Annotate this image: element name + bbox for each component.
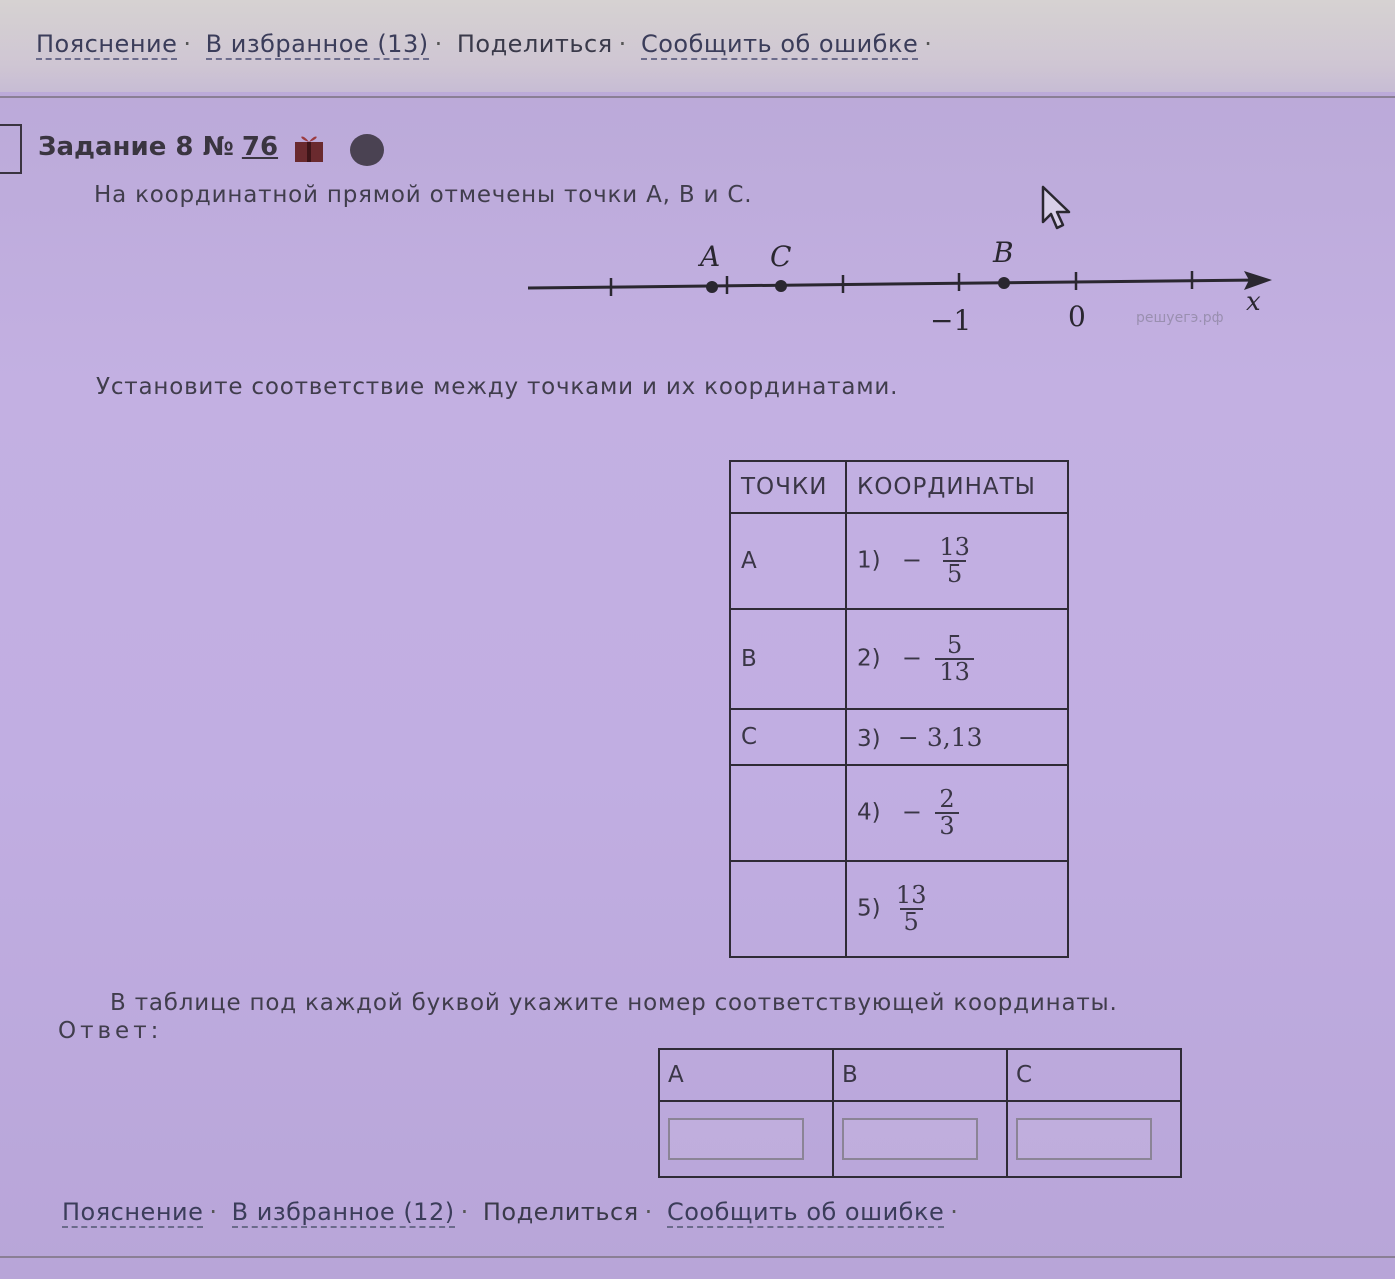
- share-link[interactable]: Поделиться: [456, 30, 613, 58]
- label-point-b: B: [993, 236, 1014, 269]
- denominator: 5: [943, 560, 966, 587]
- point-cell: B: [730, 609, 846, 709]
- point-cell: A: [730, 513, 846, 609]
- coordinate-cell: [846, 513, 1068, 609]
- option-index: 2): [857, 645, 881, 672]
- answer-input-c[interactable]: [1016, 1118, 1152, 1160]
- numerator: 2: [939, 784, 955, 813]
- header-coordinates: КООРДИНАТЫ: [846, 461, 1068, 513]
- table-row: [730, 609, 1068, 709]
- nav-separator: ·: [950, 1198, 959, 1226]
- coordinate-cell: [846, 861, 1068, 957]
- table-row: [730, 709, 1068, 765]
- point-c: [775, 280, 787, 292]
- answer-input-row: [659, 1101, 1181, 1177]
- mouse-cursor-icon: [1040, 184, 1074, 232]
- match-table: [729, 460, 1069, 958]
- task-instruction: Установите соответствие между точками и их координатами.: [96, 374, 899, 400]
- option-index: 5): [857, 895, 881, 922]
- numerator: 5: [946, 630, 963, 659]
- denominator: 5: [900, 908, 923, 935]
- point-a: [706, 281, 718, 293]
- share-link[interactable]: Поделиться: [482, 1198, 639, 1226]
- report-error-link[interactable]: Сообщить об ошибке: [666, 1198, 945, 1226]
- label-minus-one: −1: [930, 304, 972, 337]
- header-points: ТОЧКИ: [730, 461, 846, 513]
- nav-separator: ·: [183, 30, 192, 58]
- task-title: [38, 132, 278, 162]
- table-header-row: [730, 461, 1068, 513]
- minus-sign: −: [901, 545, 923, 574]
- option-index: 3): [857, 725, 881, 752]
- answer-header-row: [659, 1049, 1181, 1101]
- number-line-figure: [520, 230, 1280, 340]
- axis-line: [528, 280, 1260, 288]
- label-zero: 0: [1068, 300, 1086, 333]
- status-dot-icon[interactable]: [350, 134, 384, 166]
- minus-sign: −: [901, 643, 923, 672]
- answer-input-a[interactable]: [668, 1118, 804, 1160]
- favorites-link[interactable]: В избранное (13): [205, 30, 429, 58]
- fraction: [935, 532, 974, 588]
- denominator: 3: [935, 812, 958, 839]
- nav-separator: ·: [924, 30, 933, 58]
- table-row: [730, 513, 1068, 609]
- table-row: [730, 861, 1068, 957]
- answer-cell: [659, 1101, 833, 1177]
- watermark: решуегэ.рф: [1136, 310, 1224, 326]
- task-number-link[interactable]: 76: [241, 132, 279, 162]
- nav-separator: ·: [434, 30, 443, 58]
- nav-separator: ·: [209, 1198, 218, 1226]
- explain-link[interactable]: Пояснение: [36, 30, 178, 58]
- divider: [0, 1256, 1395, 1258]
- bottom-nav: [62, 1198, 964, 1226]
- denominator: 13: [935, 658, 974, 685]
- option-index: 4): [857, 799, 881, 826]
- coordinate-cell: [846, 609, 1068, 709]
- nav-separator: ·: [644, 1198, 653, 1226]
- top-nav: [36, 30, 938, 58]
- numerator: 13: [939, 532, 970, 561]
- answer-hint: В таблице под каждой буквой укажите номер соответствующей координаты.: [110, 990, 1118, 1016]
- answer-label: Ответ:: [58, 1018, 163, 1044]
- point-cell: C: [730, 709, 846, 765]
- nav-separator: ·: [618, 30, 627, 58]
- coordinate-value: − 3,13: [897, 722, 983, 752]
- label-axis-x: x: [1246, 287, 1261, 317]
- numerator: 13: [895, 880, 927, 909]
- task-checkbox[interactable]: [0, 124, 22, 174]
- minus-sign: −: [901, 797, 923, 826]
- gift-icon[interactable]: [292, 132, 326, 164]
- label-point-c: C: [770, 240, 792, 273]
- answer-column-c: C: [1007, 1049, 1181, 1101]
- fraction: [935, 630, 974, 686]
- label-point-a: A: [700, 240, 721, 273]
- answer-column-b: B: [833, 1049, 1007, 1101]
- table-row: [730, 765, 1068, 861]
- point-cell: [730, 861, 846, 957]
- report-error-link[interactable]: Сообщить об ошибке: [640, 30, 919, 58]
- nav-separator: ·: [460, 1198, 469, 1226]
- point-cell: [730, 765, 846, 861]
- explain-link[interactable]: Пояснение: [62, 1198, 204, 1226]
- coordinate-cell: [846, 709, 1068, 765]
- task-title-text: Задание 8 №: [38, 132, 234, 162]
- answer-cell: [1007, 1101, 1181, 1177]
- answer-table: [658, 1048, 1182, 1178]
- divider: [0, 96, 1395, 98]
- favorites-link[interactable]: В избранное (12): [231, 1198, 455, 1226]
- point-b: [998, 277, 1010, 289]
- answer-input-b[interactable]: [842, 1118, 978, 1160]
- fraction: [935, 784, 958, 840]
- task-statement: На координатной прямой отмечены точки A, B и C.: [94, 182, 753, 208]
- answer-cell: [833, 1101, 1007, 1177]
- coordinate-cell: [846, 765, 1068, 861]
- option-index: 1): [857, 547, 881, 574]
- fraction: [892, 880, 931, 936]
- answer-column-a: A: [659, 1049, 833, 1101]
